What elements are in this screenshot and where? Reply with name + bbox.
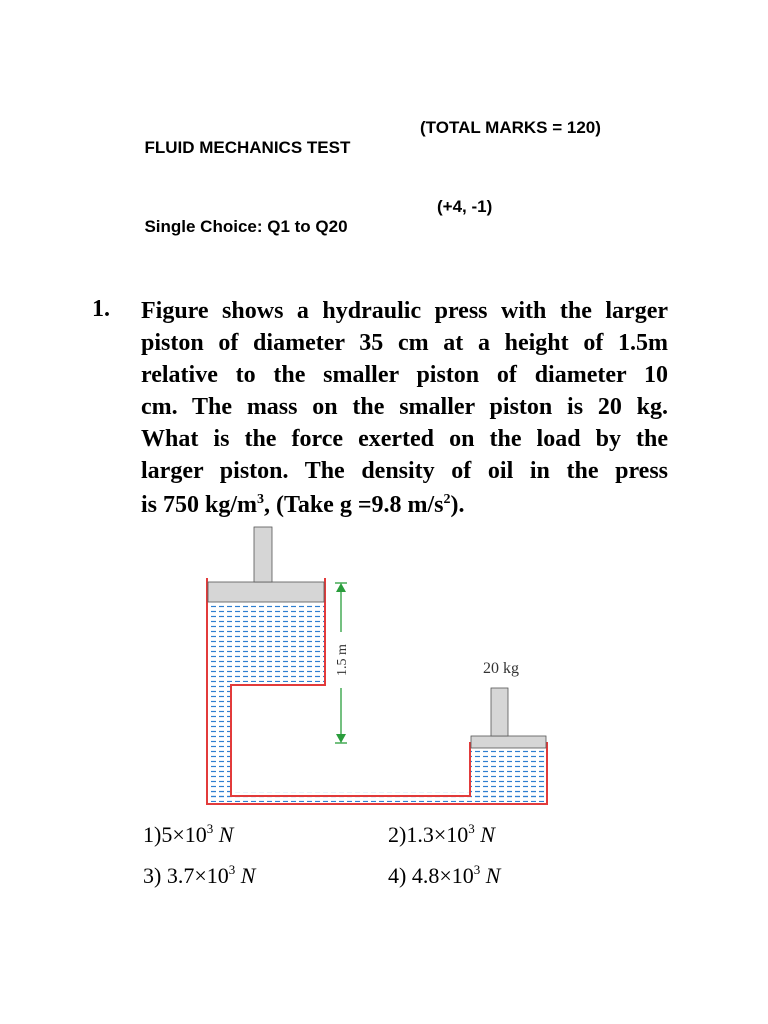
question-line-last bbox=[141, 490, 668, 520]
question-line: What is the force exerted on the load by the bbox=[141, 426, 668, 452]
test-header bbox=[135, 118, 601, 178]
height-label: 1.5 m bbox=[335, 644, 350, 676]
gravity-text: , (Take g =9.8 m/s bbox=[264, 492, 444, 518]
question-line: relative to the smaller piston of diameter 10 bbox=[141, 362, 668, 388]
option-number: 3) bbox=[143, 863, 162, 888]
option-unit: N bbox=[240, 863, 256, 888]
option-number: 1) bbox=[143, 822, 162, 847]
large-piston bbox=[208, 527, 324, 602]
option-unit: N bbox=[485, 863, 501, 888]
question-line: piston of diameter 35 cm at a height of 1.5m bbox=[141, 330, 668, 356]
total-marks: (TOTAL MARKS = 120) bbox=[420, 118, 601, 137]
density-exponent: 3 bbox=[257, 492, 265, 507]
option-2[interactable] bbox=[388, 822, 495, 848]
option-coefficient: 5×10 bbox=[161, 822, 207, 847]
test-title: FLUID MECHANICS TEST bbox=[144, 138, 351, 157]
gravity-exponent: 2 bbox=[443, 492, 451, 507]
section-header bbox=[135, 197, 493, 257]
option-exponent: 3 bbox=[228, 862, 236, 877]
small-piston bbox=[471, 688, 546, 748]
option-unit: N bbox=[480, 822, 495, 847]
closing-text: ). bbox=[450, 492, 465, 518]
option-exponent: 3 bbox=[473, 862, 481, 877]
section-label: Single Choice: Q1 to Q20 bbox=[144, 217, 348, 236]
hydraulic-press-figure bbox=[195, 520, 565, 820]
option-4[interactable] bbox=[388, 863, 500, 889]
option-exponent: 3 bbox=[206, 821, 214, 836]
option-unit: N bbox=[218, 822, 234, 847]
density-text: is 750 kg/m bbox=[141, 492, 258, 518]
section-scoring: (+4, -1) bbox=[437, 197, 493, 216]
question-number: 1. bbox=[92, 296, 110, 322]
option-coefficient: 3.7×10 bbox=[166, 863, 229, 888]
mass-label: 20 kg bbox=[483, 660, 519, 677]
question-line: Figure shows a hydraulic press with the larger bbox=[141, 298, 668, 324]
option-1[interactable] bbox=[143, 822, 233, 848]
option-exponent: 3 bbox=[468, 821, 475, 836]
option-3[interactable] bbox=[143, 863, 255, 889]
option-number: 4) bbox=[388, 863, 407, 888]
option-coefficient: 1.3×10 bbox=[406, 822, 469, 847]
question-line: larger piston. The density of oil in the press bbox=[141, 458, 668, 484]
option-number: 2) bbox=[388, 822, 407, 847]
question-line: cm. The mass on the smaller piston is 20 kg. bbox=[141, 394, 668, 420]
option-coefficient: 4.8×10 bbox=[411, 863, 474, 888]
